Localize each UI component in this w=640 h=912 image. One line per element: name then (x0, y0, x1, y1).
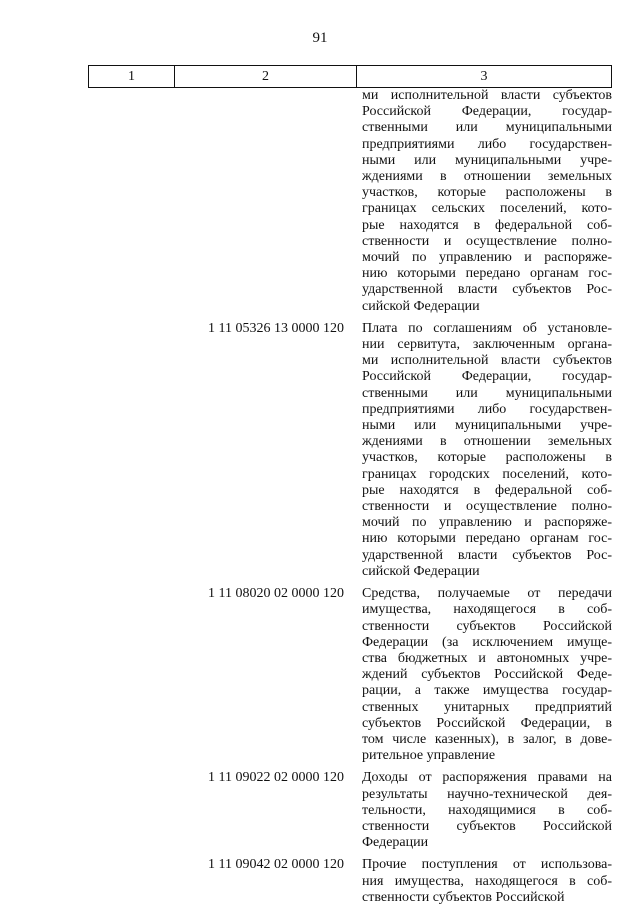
description-line: границах городских поселений, кото- (362, 466, 612, 482)
description-line: рительное управление (362, 748, 496, 764)
table-row (88, 321, 612, 580)
description-line: субъектов Российской Федерации, в (362, 715, 612, 731)
description-line: рые находятся в федеральной соб- (362, 482, 612, 498)
page-number: 91 (312, 30, 328, 46)
description-line: сийской Федерации (362, 563, 480, 579)
row-description (356, 321, 612, 580)
table-row (88, 586, 612, 764)
row-code (174, 88, 356, 315)
description-line: ния имущества, находящегося в соб- (362, 873, 612, 889)
row-col-1 (88, 770, 174, 851)
description-line: Средства, получаемые от передачи (362, 586, 612, 602)
description-line: Федерации (за исключением имуще- (362, 634, 612, 650)
description-line: том числе казенных), в залог, в дове- (362, 731, 612, 747)
description-line: имущества, находящегося в соб- (362, 602, 612, 618)
row-col-1 (88, 857, 174, 906)
description-line: ждений субъектов Российской Феде- (362, 667, 612, 683)
header-col-3: 3 (480, 68, 488, 84)
description-line: рации, а также имущества государ- (362, 683, 612, 699)
row-description (356, 857, 612, 906)
description-line: участков, которые расположены в (362, 185, 612, 201)
description-line: ударственной власти субъектов Рос- (362, 547, 612, 563)
description-line: мочий по управлению и распоряже- (362, 515, 612, 531)
description-line: нию которыми передано органам гос- (362, 531, 612, 547)
description-line: результаты научно-технической дея- (362, 786, 612, 802)
description-line: предприятиями либо государствен- (362, 136, 612, 152)
row-col-1 (88, 321, 174, 580)
description-line: участков, которые расположены в (362, 450, 612, 466)
row-description (356, 88, 612, 315)
table-row (88, 770, 612, 851)
description-line: границах сельских поселений, кото- (362, 201, 612, 217)
description-line: ственными или муниципальными (362, 385, 612, 401)
description-line: ственности и осуществление полно- (362, 499, 612, 515)
description-line: Прочие поступления от использова- (362, 857, 612, 873)
description-line: ства бюджетных и автономных учре- (362, 650, 612, 666)
row-code: 1 11 08020 02 0000 120 (208, 586, 344, 602)
row-description (356, 586, 612, 764)
description-line: ственности субъектов Российской (362, 618, 612, 634)
header-col-1: 1 (89, 66, 175, 87)
description-line: ственности субъектов Российской (362, 818, 612, 834)
description-line: ждениями в отношении земельных (362, 434, 612, 450)
table-row (88, 88, 612, 315)
description-line: рые находятся в федеральной соб- (362, 217, 612, 233)
description-line: ударственной власти субъектов Рос- (362, 282, 612, 298)
description-line: ми исполнительной власти субъектов (362, 353, 612, 369)
description-line: ственности и осуществление полно- (362, 233, 612, 249)
table-row (88, 857, 612, 906)
description-line: ственными или муниципальными (362, 120, 612, 136)
description-line: ми исполнительной власти субъектов (362, 88, 612, 103)
description-line: тельности, находящимися в соб- (362, 802, 612, 818)
description-line: ными или муниципальными учре- (362, 152, 612, 168)
description-line: Доходы от распоряжения правами на (362, 770, 612, 786)
description-line: ственных унитарных предприятий (362, 699, 612, 715)
row-code: 1 11 09042 02 0000 120 (208, 857, 344, 873)
description-line: Российской Федерации, государ- (362, 369, 612, 385)
description-line: Плата по соглашениям об установле- (362, 320, 612, 336)
table-body (88, 88, 612, 912)
header-col-2: 2 (175, 66, 357, 87)
row-description (356, 770, 612, 851)
description-line: Федерации (362, 835, 429, 851)
description-line: Российской Федерации, государ- (362, 104, 612, 120)
description-line: ственности субъектов Российской (362, 889, 565, 905)
table-header (88, 65, 612, 88)
row-col-1 (88, 88, 174, 315)
description-line: ными или муниципальными учре- (362, 418, 612, 434)
row-col-1 (88, 586, 174, 764)
description-line: нию которыми передано органам гос- (362, 266, 612, 282)
description-line: сийской Федерации (362, 298, 480, 314)
row-code: 1 11 05326 13 0000 120 (208, 320, 344, 336)
description-line: предприятиями либо государствен- (362, 401, 612, 417)
description-line: ждениями в отношении земельных (362, 169, 612, 185)
description-line: мочий по управлению и распоряже- (362, 250, 612, 266)
description-line: нии сервитута, заключенным органа- (362, 337, 612, 353)
row-code: 1 11 09022 02 0000 120 (208, 770, 344, 786)
